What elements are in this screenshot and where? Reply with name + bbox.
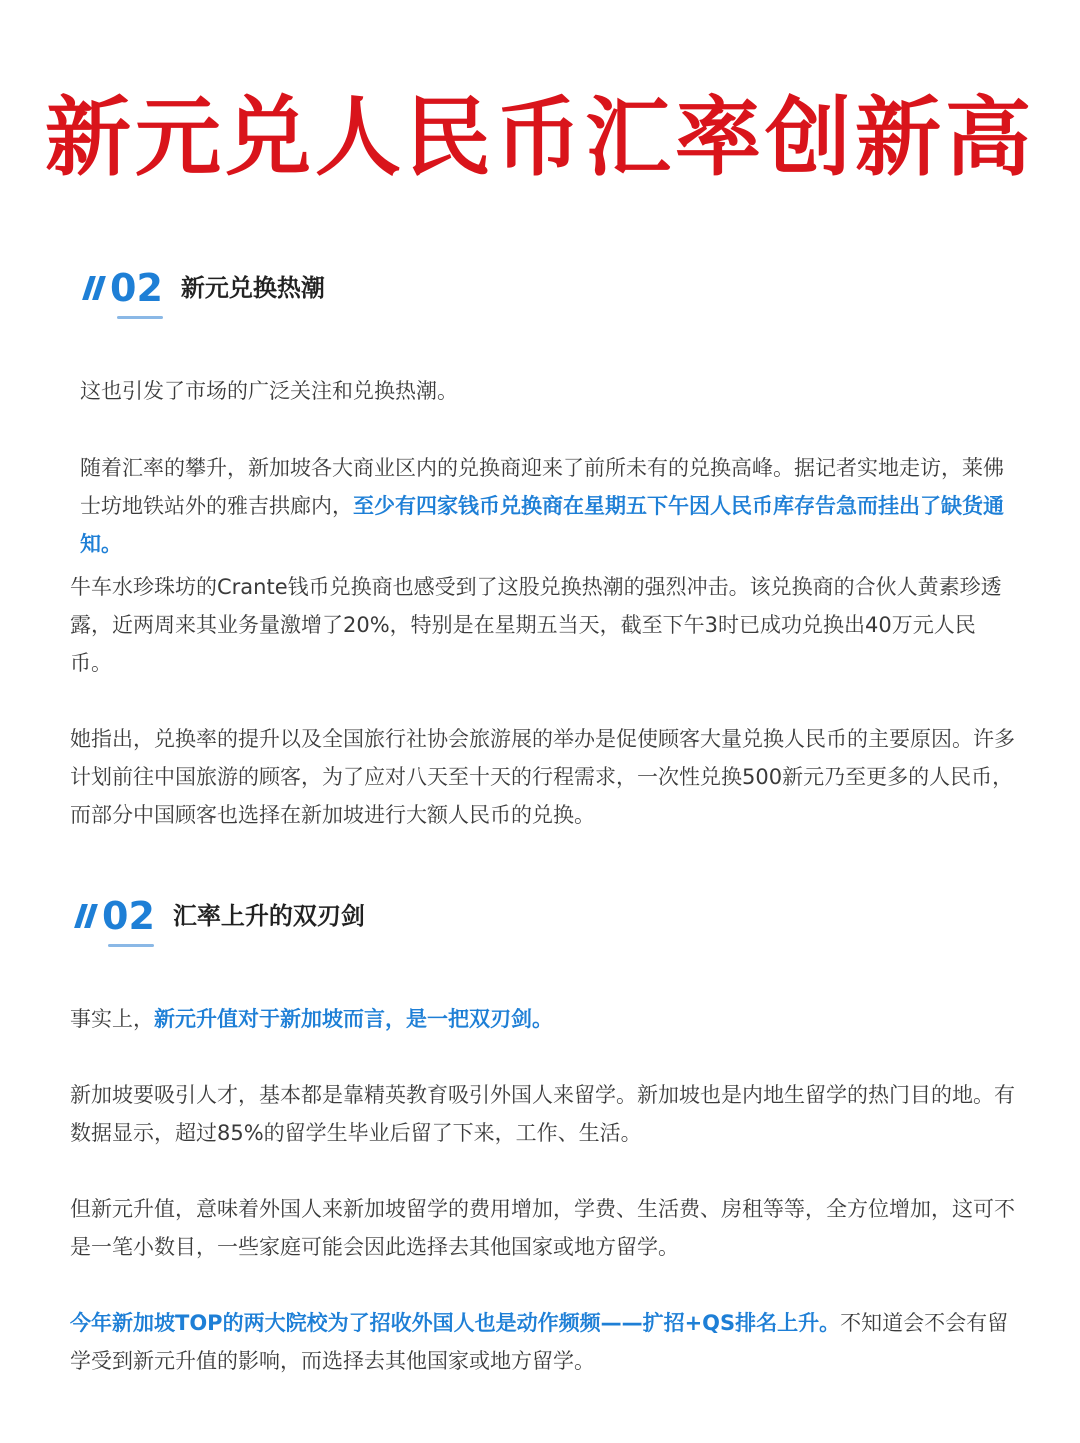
paragraph: 随着汇率的攀升，新加坡各大商业区内的兑换商迎来了前所未有的兑换高峰。据记者实地走访，莱佛士坊地铁站外的雅吉拱廊内，至少有四家钱币兑换商在星期五下午因人民币库存告急而挂出了缺货通知。 <box>80 456 1004 556</box>
section-header-2 <box>78 894 365 938</box>
paragraph: 这也引发了市场的广泛关注和兑换热潮。 <box>80 379 458 403</box>
section-underline <box>117 316 163 319</box>
section-underline <box>108 944 154 947</box>
section-title: 新元兑换热潮 <box>180 274 325 302</box>
section-number: 02 <box>102 894 155 938</box>
paragraph: 但新元升值，意味着外国人来新加坡留学的费用增加，学费、生活费、房租等等，全方位增加，这可不是一笔小数目，一些家庭可能会因此选择去其他国家或地方留学。 <box>70 1197 1015 1259</box>
section-number: 02 <box>110 266 163 310</box>
section-title: 汇率上升的双刃剑 <box>172 902 365 930</box>
highlight-text: 今年新加坡TOP的两大院校为了招收外国人也是动作频频——扩招+QS排名上升。 <box>70 1311 841 1335</box>
double-slash-icon <box>86 276 102 300</box>
paragraph: 牛车水珍珠坊的Crante钱币兑换商也感受到了这股兑换热潮的强烈冲击。该兑换商的合伙人黄素珍透露，近两周来其业务量激增了20%，特别是在星期五当天，截至下午3时已成功兑换出40万元人民币。 <box>70 575 1002 675</box>
section-header-1 <box>86 266 325 310</box>
paragraph: 新加坡要吸引人才，基本都是靠精英教育吸引外国人来留学。新加坡也是内地生留学的热门目的地。有数据显示，超过85%的留学生毕业后留了下来，工作、生活。 <box>70 1083 1015 1145</box>
highlight-text: 新元升值对于新加坡而言，是一把双刃剑。 <box>154 1007 553 1031</box>
double-slash-icon <box>78 904 94 928</box>
paragraph: 事实上，新元升值对于新加坡而言，是一把双刃剑。 <box>70 1007 553 1031</box>
paragraph: 今年新加坡TOP的两大院校为了招收外国人也是动作频频——扩招+QS排名上升。不知道会不会有留学受到新元升值的影响，而选择去其他国家或地方留学。 <box>70 1311 1009 1373</box>
highlight-text: 至少有四家钱币兑换商在星期五下午因人民币库存告急而挂出了缺货通知。 <box>80 494 1004 556</box>
page-title: 新元兑人民币汇率创新高 <box>45 88 1035 188</box>
paragraph: 她指出，兑换率的提升以及全国旅行社协会旅游展的举办是促使顾客大量兑换人民币的主要原因。许多计划前往中国旅游的顾客，为了应对八天至十天的行程需求，一次性兑换500新元乃至更多的人民币，而部分中国顾客也选择在新加坡进行大额人民币的兑换。 <box>70 727 1015 827</box>
